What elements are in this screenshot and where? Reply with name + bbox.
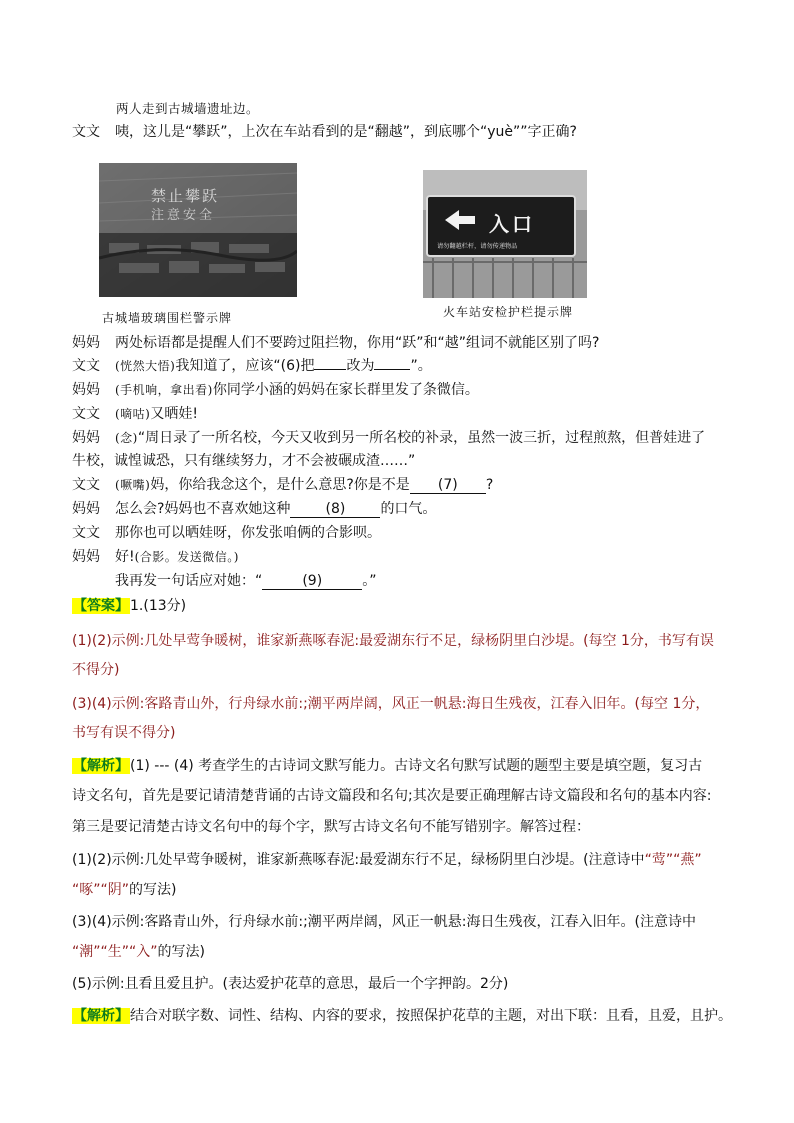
dialogue-text: 那你也可以晒娃呀，你发张咱俩的合影呗。 xyxy=(115,525,381,541)
fill-blank-7: (7) xyxy=(410,477,486,494)
analysis-text: 结合对联字数、词性、结构、内容的要求，按照保护花草的主题，对出下联：且看，且爱，且护。 xyxy=(130,1008,732,1024)
answer-heading xyxy=(72,597,724,615)
speaker: 文文 xyxy=(72,406,100,422)
analysis-text: (3)(4)示例:客路青山外，行舟绿水前:;潮平两岸阔，风正一帆悬:海日生残夜，江春入旧年。(注意诗中 xyxy=(72,914,696,930)
answer-line: 不得分) xyxy=(72,662,120,678)
analysis-text: (1) --- (4) 考查学生的古诗词文默写能力。古诗文名句默写试题的题型主要是填空题，复习古 xyxy=(130,758,703,774)
speaker: 妈妈 xyxy=(72,335,100,351)
dialogue-text: 咦，这儿是“攀跃”，上次在车站看到的是“翻越”，到底哪个“yuè””字正确? xyxy=(115,124,577,140)
dialogue-line xyxy=(72,123,724,141)
dialogue-line xyxy=(72,524,724,542)
speaker: 文文 xyxy=(72,124,100,140)
stage-direction: (手机响，拿出看) xyxy=(115,383,213,397)
speaker: 妈妈 xyxy=(72,382,100,398)
analysis-line: 第三是要记清楚古诗文名句中的每个字，默写古诗文名句不能写错别字。解答过程： xyxy=(72,819,590,835)
stage-direction: (合影。发送微信。) xyxy=(134,550,239,564)
analysis-text: 的写法) xyxy=(157,944,205,960)
analysis-line: 诗文名句，首先是要记请清楚背诵的古诗文篇段和名句;其次是要正确理解古诗文篇段和名句的基本内容: xyxy=(72,788,712,804)
speaker: 妈妈 xyxy=(72,549,100,565)
dialogue-line xyxy=(72,429,724,447)
dialogue-text: 两处标语都是提醒人们不要跨过阻拦物，你用“跃”和“越”组词不就能区别了吗? xyxy=(115,335,600,351)
photo-caption-right: 火车站安检护栏提示牌 xyxy=(443,305,574,319)
speaker: 妈妈 xyxy=(72,501,100,517)
photo-city-wall-sign xyxy=(99,163,297,297)
dialogue-line xyxy=(72,500,724,518)
dialogue-line xyxy=(72,548,724,566)
dialogue-text: 我再发一句话应对她：“ xyxy=(115,573,263,589)
stage-direction: (念) xyxy=(115,431,138,445)
dialogue-line-continued: 牛校，诚惶诚恐，只有继续努力，才不会被碾成渣……” xyxy=(72,453,416,469)
dialogue-text: ”。 xyxy=(410,358,432,374)
answer-line: (1)(2)示例:几处早莺争暖树，谁家新燕啄春泥:最爱湖东行不足，绿杨阴里白沙堤。(每空 1分，书写有误 xyxy=(72,633,714,649)
dialogue-line xyxy=(72,334,724,352)
dialogue-text: 我知道了，应该“(6)把 xyxy=(175,358,315,374)
analysis-line xyxy=(72,1007,732,1025)
photo-city-wall-sign-image xyxy=(99,163,297,297)
analysis-line xyxy=(72,757,724,775)
answer-tag: 【答案】 xyxy=(73,598,129,614)
analysis-highlight: “啄”“阴” xyxy=(72,882,130,898)
photo-station-sign-image xyxy=(423,170,587,298)
dialogue-line xyxy=(115,572,767,590)
dialogue-text: “周日录了一所名校，今天又收到另一所名校的补录，虽然一波三折，过程煎熬，但普娃进了 xyxy=(137,430,706,446)
stage-direction: (噘嘴) xyxy=(115,478,151,492)
analysis-line: (5)示例:且看且爱且护。(表达爱护花草的意思，最后一个字押韵。2分) xyxy=(72,976,509,992)
stage-narration: 两人走到古城墙遗址边。 xyxy=(116,101,260,116)
sign-text-line2: 注意安全 xyxy=(151,208,216,223)
analysis-text: (1)(2)示例:几处早莺争暖树，谁家新燕啄春泥:最爱湖东行不足，绿杨阴里白沙堤。(注意诗中 xyxy=(72,852,645,868)
dialogue-text: 怎么会?妈妈也不喜欢她这种 xyxy=(115,501,291,517)
dialogue-line xyxy=(72,405,724,423)
photo-station-sign xyxy=(423,170,587,298)
dialogue-line xyxy=(72,476,724,494)
speaker: 妈妈 xyxy=(72,430,100,446)
analysis-highlight: “潮”“生”“入” xyxy=(72,944,158,960)
fill-blank-8: (8) xyxy=(290,501,380,518)
sign-text-line1: 禁止攀跃 xyxy=(151,187,220,205)
fill-blank xyxy=(314,369,346,370)
sign-main-text: 入口 xyxy=(489,212,535,236)
dialogue-line xyxy=(72,357,724,375)
analysis-line xyxy=(72,943,724,961)
speaker: 文文 xyxy=(72,525,100,541)
analysis-tag: 【解析】 xyxy=(73,758,129,774)
dialogue-text: 的口气。 xyxy=(380,501,437,517)
answer-line: 书写有误不得分) xyxy=(72,725,176,741)
dialogue-text: 妈，你给我念这个，是什么意思?你是不是 xyxy=(150,477,410,493)
analysis-tag: 【解析】 xyxy=(73,1008,129,1024)
analysis-line xyxy=(72,851,724,869)
speaker: 文文 xyxy=(72,358,100,374)
stage-direction: (嘀咕) xyxy=(115,407,151,421)
stage-direction: (恍然大悟) xyxy=(115,359,176,373)
dialogue-text: 又晒娃! xyxy=(150,406,198,422)
fill-blank-9: (9) xyxy=(262,573,362,590)
dialogue-line xyxy=(72,381,724,399)
speaker: 文文 xyxy=(72,477,100,493)
photo-caption-left: 古城墙玻璃围栏警示牌 xyxy=(102,311,233,325)
answer-score: 1.(13分) xyxy=(130,598,187,614)
dialogue-text: 。” xyxy=(362,573,377,589)
sign-sub-text: 请勿翻越栏杆，请勿传递物品 xyxy=(437,243,518,250)
analysis-line xyxy=(72,913,724,931)
dialogue-text: 好! xyxy=(115,549,135,565)
analysis-highlight: “莺”“燕” xyxy=(644,852,702,868)
dialogue-text: 你同学小涵的妈妈在家长群里发了条微信。 xyxy=(212,382,479,398)
analysis-text: 的写法) xyxy=(129,882,177,898)
fill-blank xyxy=(374,369,410,370)
analysis-line xyxy=(72,881,724,899)
answer-line: (3)(4)示例:客路青山外，行舟绿水前:;潮平两岸阔，风正一帆悬:海日生残夜，江春入旧年。(每空 1分， xyxy=(72,696,710,712)
dialogue-text: ? xyxy=(485,477,494,493)
dialogue-text: 改为 xyxy=(346,358,375,374)
